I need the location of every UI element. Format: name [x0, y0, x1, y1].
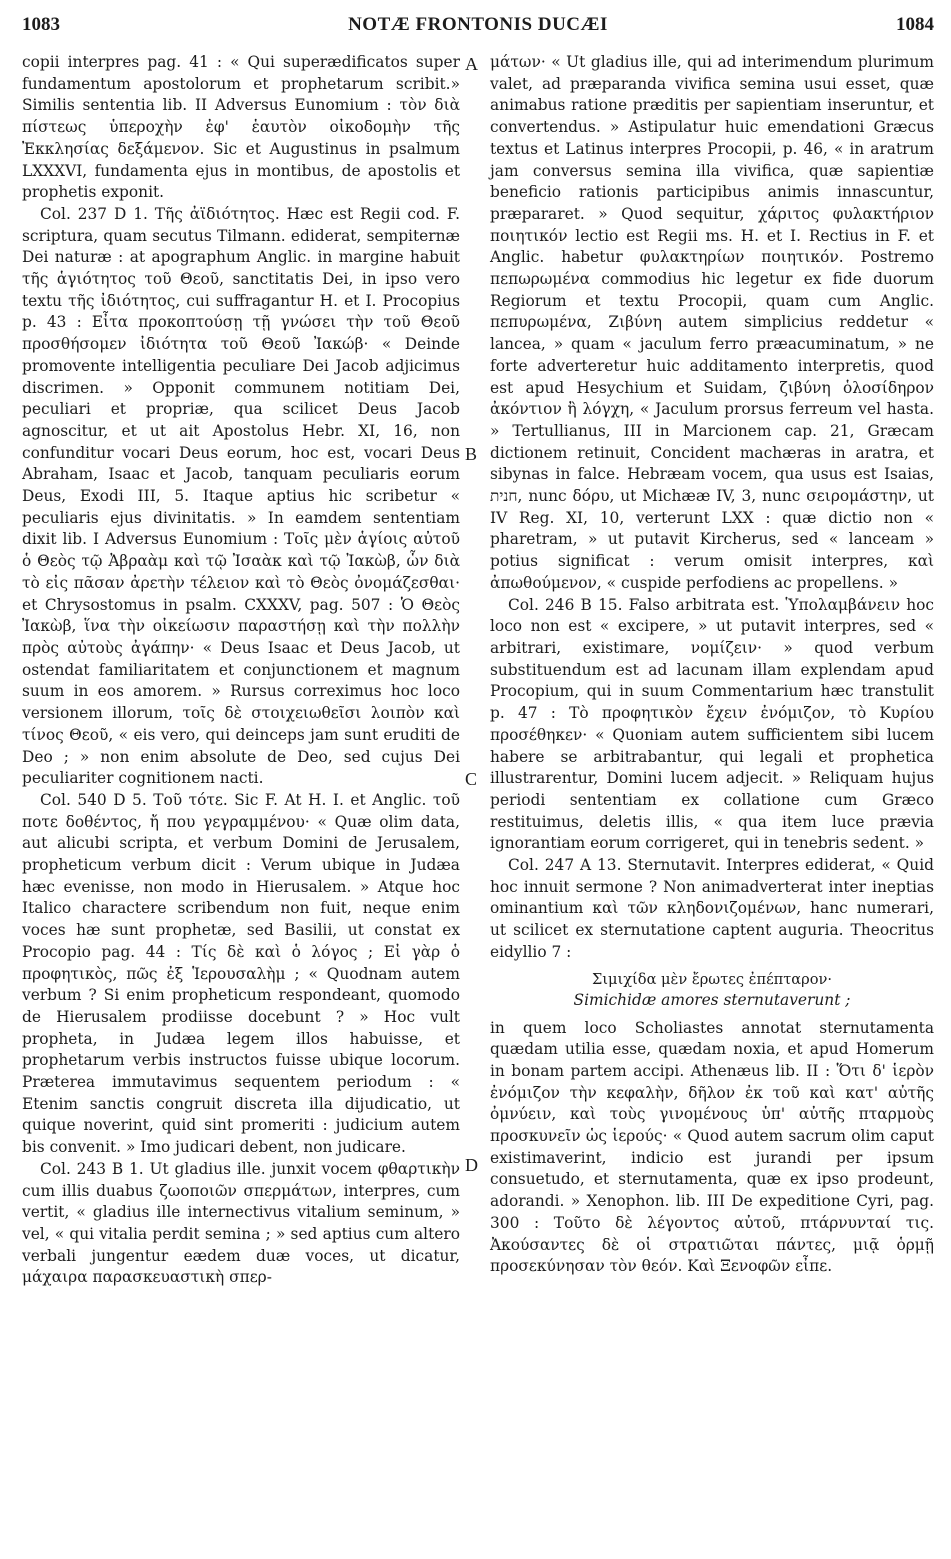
right-paragraph: Col. 247 A 13. Sternutavit. Interpres ediderat, « Quid hoc innuit sermone ? Non animadverterat inter ineptias ominantium καὶ τῶν κληδονιζομένων, hanc numerari, ut scilicet ex sternutatione captent auguria. Theocritus eidyllio 7 :: [490, 856, 934, 961]
verse-quotation: [490, 970, 934, 1010]
margin-letter-d: D: [465, 1155, 478, 1175]
right-column: [490, 52, 934, 1278]
right-paragraph: μάτων· « Ut gladius ille, qui ad interimendum plurimum valet, ad præparanda vivifica semina usui esset, quæ animabus ratione præditis per sapientiam inseruntur, et convertendus. » Astipulatur huic emendationi Græcus textus et Latinus interpres Procopii, p. 46, « in aratrum jam conversus semina illa vivifica, quæ sapientiæ beneficio rationis participibus animis innascuntur, præpararet. » Quod sequitur, χάριτος φυλακτήριον ποιητικόν lectio est Regii ms. H. et I. Rectius in F. et Anglic. habetur φυλακτηρίων ποιητικόν. Postremo πεπωρωμένα commodius hic legetur ex fide duorum Regiorum et textu Procopii, quam cum Anglic. πεπυρωμένα, Ζιβύνη autem simplicius reddetur « lancea, » quam « jaculum ferro præacuminatum, » ne forte adverteretur huic additamento interpretis, quod est apud Hesychium et Suidam, ζιβύνη ὁλοσίδηρον ἀκόντιον ἢ λόγχη, « Jaculum prorsus ferreum vel hasta. » Tertullianus, III in Marcionem cap. 21, Græcam dictionem retinuit, Concident machæras in aratra, et sibynas in falce. Hebræam vocem, qua usus est Isaias, חנית, nunc δόρυ, ut Michææ IV, 3, nunc σειρομάστην, ut IV Reg. XI, 10, verterunt LXX : quæ dictio non « pharetram, » ut putavit Kircherus, sed « lanceam » potius significat : verum omisit interpres, καὶ ἀπωθούμενον, « cuspide perfodiens ac propellens. »: [490, 53, 934, 592]
verse-greek: Σιμιχίδα μὲν ἔρωτες ἐπέπταρον·: [591, 970, 833, 988]
running-title: NOTÆ FRONTONIS DUCÆI: [348, 14, 608, 35]
left-column: [22, 52, 460, 1289]
page-number-left: 1083: [22, 14, 60, 35]
margin-letter-b: B: [465, 444, 478, 464]
page-header: [22, 14, 934, 40]
page-number-right: 1084: [896, 14, 934, 35]
left-paragraph: Col. 237 D 1. Τῆς ἀϊδιότητος. Hæc est Regii cod. F. scriptura, quam secutus Tilmann. ediderat, sempiternæ Dei naturæ : at apographum Anglic. in margine habuit τῆς ἁγιότητος τοῦ Θεοῦ, sanctitatis Dei, in ipso vero textu τῆς ἰδιότητος, cui suffragantur H. et I. Procopius p. 43 : Εἶτα προκοπτούσῃ τῇ γνώσει τὴν τοῦ Θεοῦ προσθήσομεν ἰδιότητα τοῦ Θεοῦ Ἰακώβ· « Deinde promovente intelligentia peculiare Dei Jacob adjicimus discrimen. » Opponit communem notitiam Dei, peculiari et propriæ, qua scilicet Deus Jacob agnoscitur, et ut ait Apostolus Hebr. XI, 16, non confunditur vocari Deus eorum, hoc est, vocari Deus Abraham, Isaac et Jacob, tanquam peculiaris eorum Deus, Exodi III, 5. Itaque aptius hic scribetur « peculiaris ejus divinitatis. » In eamdem sententiam dixit lib. I Adversus Eunomium : Τοῖς μὲν ἁγίοις αὐτοῦ ὁ Θεὸς τῷ Ἀβραὰμ καὶ τῷ Ἰσαὰκ καὶ τῷ Ἰακὼβ, ὧν διὰ τὸ εἰς πᾶσαν ἀρετὴν τέλειον καὶ τὸ Θεὸς ὀνομάζεσθαι· et Chrysostomus in psalm. CXXXV, pag. 507 : Ὁ Θεὸς Ἰακὼβ, ἵνα τὴν οἰκείωσιν παραστήσῃ καὶ τὴν πολλὴν πρὸς αὐτοὺς ἀγάπην· « Deus Isaac et Deus Jacob, ut ostendat familiaritatem et conjunctionem et magnum suum in eos amorem. » Rursus correximus hoc loco versionem illorum, τοῖς δὲ στοιχειωθεῖσι λοιπὸν καὶ τίνος Θεοῦ, « eis vero, qui deinceps jam sunt eruditi de Deo ; » non enim absolute de Deo, sed cujus Dei peculiariter cognitionem nacti.: [22, 204, 460, 788]
verse-latin: Simichidæ amores sternutaverunt ;: [573, 990, 851, 1009]
left-paragraph: Col. 243 B 1. Ut gladius ille. junxit vocem φθαρτικὴν cum illis duabus ζωοποιῶν σπερμάτων, interpres, cum vertit, « gladius ille internectivus vitalium seminum, » vel, « qui vitalia perdit semina ; » sed aptius cum altero verbali jungentur eædem duæ voces, ut dicatur, μάχαιρα παρασκευαστικὴ σπερ-: [22, 1159, 460, 1287]
left-paragraph: Col. 540 D 5. Τοῦ τότε. Sic F. At H. I. et Anglic. τοῦ ποτε δοθέντος, ἤ που γεγραμμένου· « Quæ olim data, aut alicubi scripta, et verbum Domini de Jerusalem, propheticum verbum dicit : Verum ubique in Judæa hæc evenisse, non modo in Hierusalem. » Atque hoc Italico charactere scribendum non fuit, neque enim voces hæ sunt prophetæ, sed Basilii, ut constat ex Procopio pag. 44 : Τίς δὲ καὶ ὁ λόγος ; Εἰ γὰρ ὁ προφητικὸς, πῶς ἐξ Ἱερουσαλὴμ ; « Quodnam autem verbum ? Si enim propheticum respondeant, quomodo de Hierusalem prodiisse docebunt ? » Hoc vult propheta, in Judæa legem illos habuisse, et prophetarum verbis instructos fuisse ubique locorum. Præterea immutavimus sequentem periodum : « Etenim sanctis congruit discreta illa dijudicatio, ut quique noverint, quid sint promeriti : judicium autem bis convenit. » Imo judicari debent, non judicare.: [22, 790, 460, 1157]
right-paragraph: Col. 246 B 15. Falso arbitrata est. Ὑπολαμβάνειν hoc loco non est « excipere, » ut putavit interpres, sed « arbitrari, existimare, νομίζειν· » quod verbum substituendum est ad lacunam illam explendam apud Procopium, qui in suum Commentarium hæc transtulit p. 47 : Τὸ προφητικὸν ἔχειν ἐνόμιζον, τὸ Κυρίου προσέθηκεν· « Quoniam autem sufficientem sibi lucem habere se arbitrabantur, qui legali et prophetica illustrarentur, Domini lucem adjecit. » Reliquam hujus periodi sententiam ex collatione cum Græco restituimus, deletis illis, « qua item luce prævia ignorantiam eorum corrigeret, qui in tenebris sedent. »: [490, 595, 934, 853]
right-paragraph: in quem loco Scholiastes annotat sternutamenta quædam utilia esse, quædam noxia, et apud Homerum in bonam partem accipi. Athenæus lib. II : Ὅτι δ' ἱερὸν ἐνόμιζον τὴν κεφαλὴν, δῆλον ἐκ τοῦ καὶ κατ' αὐτῆς ὀμνύειν, καὶ τοὺς γινομένους ὑπ' αὐτῆς πταρμοὺς προσκυνεῖν ὡς ἱερούς· « Quod autem sacrum olim caput existimaverint, indicio est jurandi per ipsum consuetudo, et sternutamenta, quæ ex ipso prodeunt, adorandi. » Xenophon. lib. III De expeditione Cyri, pag. 300 : Τοῦτο δὲ λέγοντος αὐτοῦ, πτάρνυνταί τις. Ἀκούσαντες δὲ οἱ στρατιῶται πάντες, μιᾷ ὁρμῇ προσεκύνησαν τὸν θεόν. Καὶ Ξενοφῶν εἶπε.: [490, 1018, 934, 1276]
margin-letter-c: C: [465, 769, 478, 789]
left-paragraph: copii interpres pag. 41 : « Qui superædificatos super fundamentum apostolorum et prophetarum scribit.» Similis sententia lib. II Adversus Eunomium : τὸν διὰ πίστεως ὑπεροχὴν ἐφ' ἑαυτὸν οἰκοδομὴν τῆς Ἐκκλησίας δεξάμενον. Sic et Augustinus in psalmum LXXXVI, fundamenta ejus in montibus, de apostolis et prophetis exponit.: [22, 53, 460, 202]
margin-letter-a: A: [465, 54, 478, 74]
